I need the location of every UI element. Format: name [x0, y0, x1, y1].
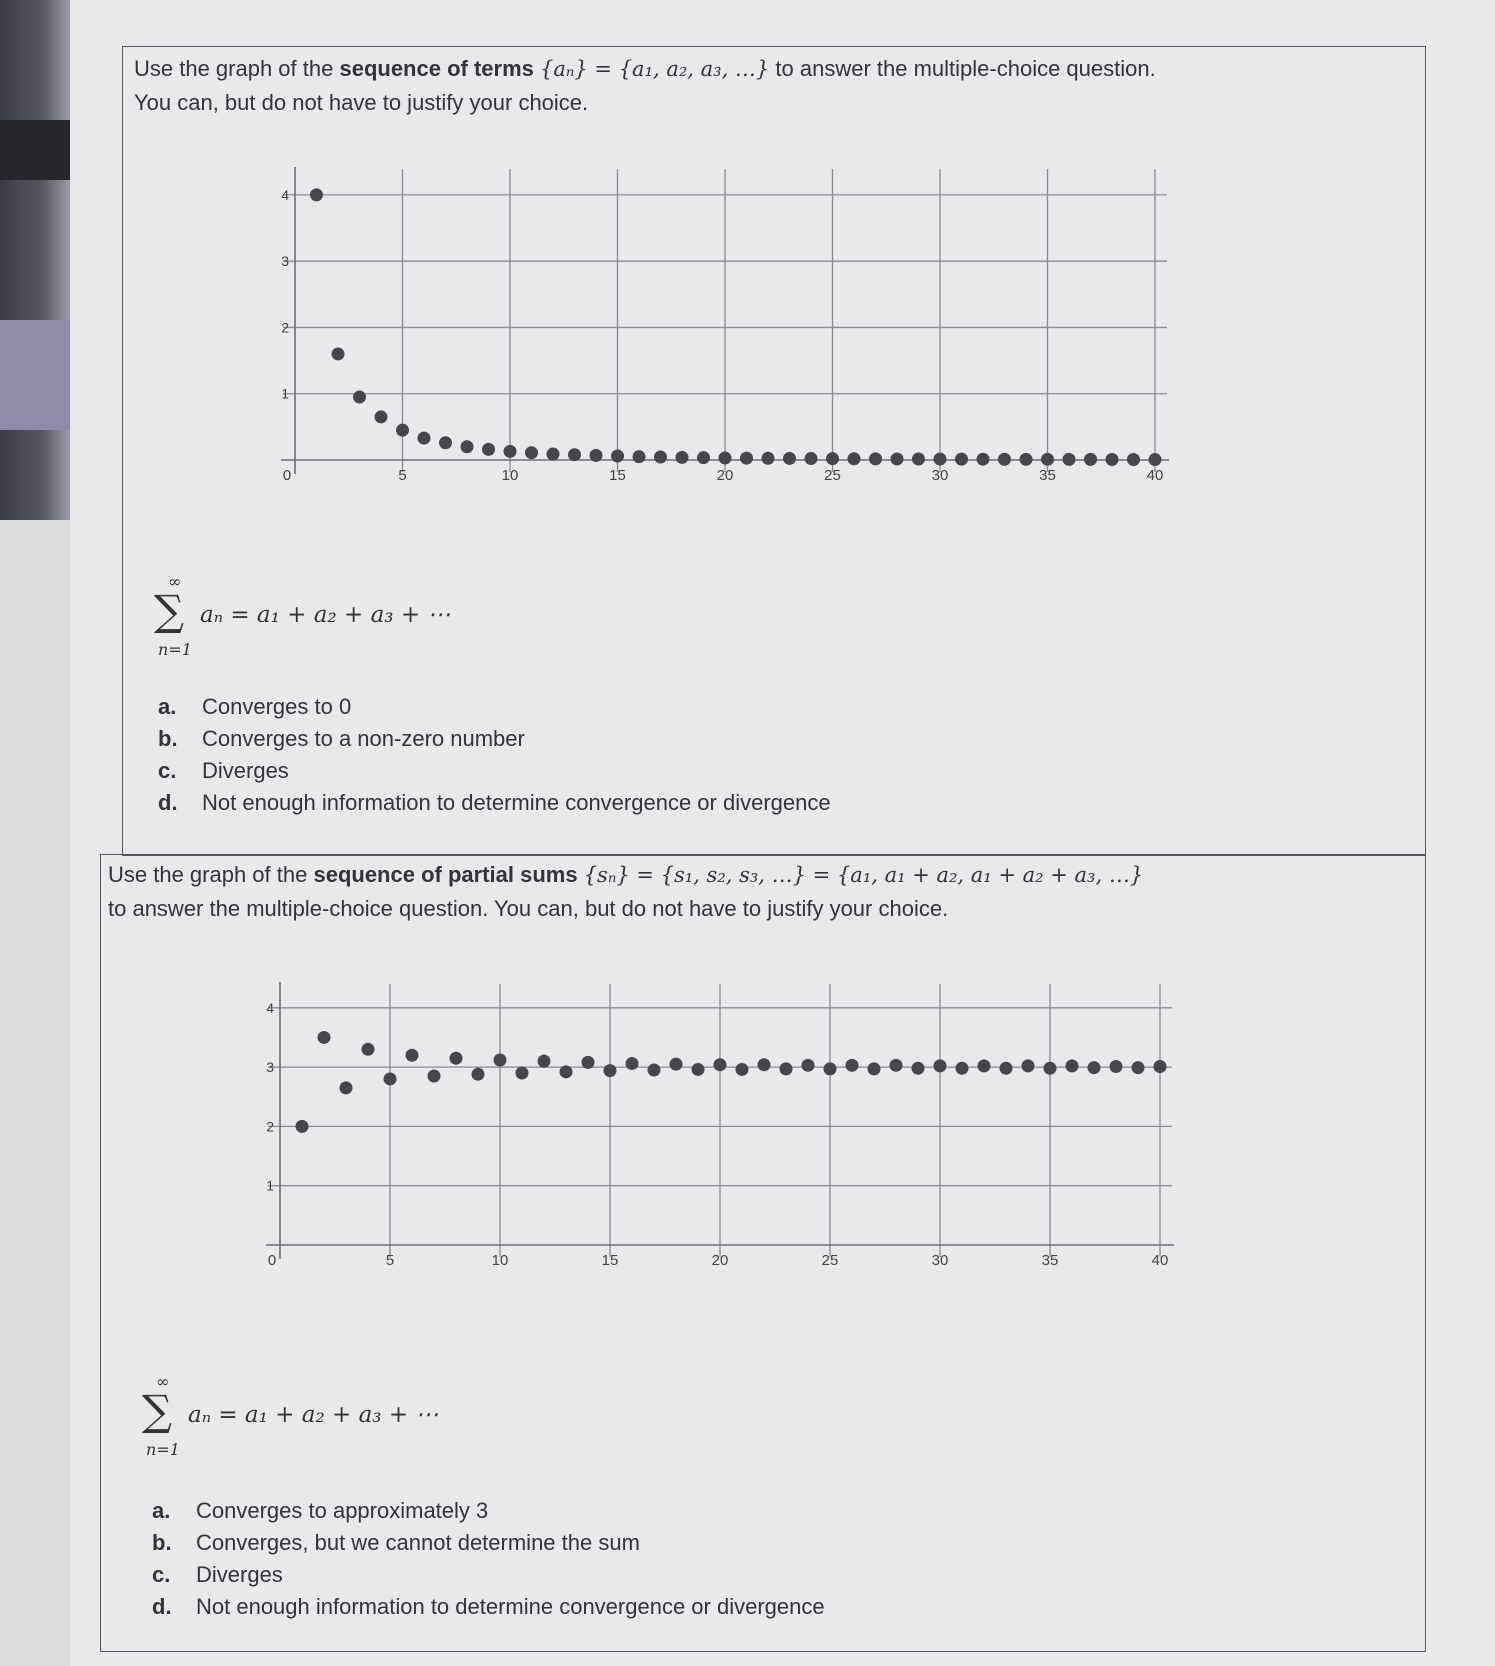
q2-math: {sₙ} = {s₁, s₂, s₃, …} = {a₁, a₁ + a₂, a₁ + a₂ + a₃, …} — [583, 863, 1144, 887]
data-point — [1066, 1059, 1079, 1072]
data-point — [362, 1043, 375, 1056]
data-point — [1063, 453, 1076, 466]
data-point — [568, 448, 581, 461]
data-point — [494, 1053, 507, 1066]
chart-grid — [281, 167, 1169, 484]
q2-prefix: Use the graph of the — [108, 862, 314, 887]
q2-line2: to answer the multiple-choice question. You can, but do not have to justify your choice. — [108, 896, 949, 921]
data-point — [560, 1065, 573, 1078]
series-expression: aₙ = a₁ + a₂ + a₃ + ⋯ — [188, 1402, 439, 1428]
data-point — [1000, 1062, 1013, 1075]
y-tick-label: 3 — [266, 1059, 274, 1076]
data-point — [869, 452, 882, 465]
choice-text: Not enough information to determine convergence or divergence — [202, 790, 831, 815]
y-tick-label: 1 — [266, 1177, 274, 1194]
data-point — [582, 1056, 595, 1069]
data-point — [1041, 453, 1054, 466]
data-point — [516, 1067, 529, 1080]
data-point — [912, 453, 925, 466]
y-tick-label: 2 — [266, 1118, 274, 1135]
choice-text: Converges, but we cannot determine the sum — [196, 1530, 640, 1555]
sigma-symbol: ∑ — [142, 1386, 172, 1435]
series-lower-limit: n=1 — [146, 1440, 180, 1459]
data-point — [418, 432, 431, 445]
data-point — [450, 1052, 463, 1065]
series-upper-limit: ∞ — [156, 1372, 170, 1391]
data-points — [296, 1031, 1167, 1133]
data-point — [525, 446, 538, 459]
choice-letter: d. — [158, 790, 178, 815]
y-tick-label: 3 — [281, 253, 289, 270]
data-point — [783, 452, 796, 465]
data-point — [626, 1057, 639, 1070]
data-point — [912, 1062, 925, 1075]
chart-grid — [266, 982, 1174, 1269]
data-point — [978, 1059, 991, 1072]
data-point — [296, 1120, 309, 1133]
data-point — [890, 1059, 903, 1072]
data-point — [1106, 453, 1119, 466]
data-point — [482, 443, 495, 456]
x-tick-label: 5 — [385, 1252, 395, 1269]
data-point — [692, 1063, 705, 1076]
q1-series — [154, 572, 554, 668]
choice-text: Converges to 0 — [202, 694, 352, 719]
choice-text: Converges to approximately 3 — [196, 1498, 489, 1523]
x-tick-label: 5 — [398, 467, 407, 484]
data-point — [633, 450, 646, 463]
data-point — [1088, 1061, 1101, 1074]
x-tick-label: 30 — [931, 467, 949, 484]
choice-text: Converges to a non-zero number — [202, 726, 525, 751]
partial-sums-chart — [260, 980, 1260, 1350]
data-point — [648, 1064, 661, 1077]
data-point — [654, 451, 667, 464]
data-point — [396, 424, 409, 437]
sequence-terms-chart — [270, 160, 1250, 530]
q2-series — [142, 1372, 542, 1468]
data-point — [780, 1062, 793, 1075]
data-point — [1022, 1059, 1035, 1072]
choice-letter: b. — [152, 1530, 172, 1555]
choice-letter: d. — [152, 1594, 172, 1619]
data-point — [977, 453, 990, 466]
data-point — [611, 450, 624, 463]
data-point — [1084, 453, 1097, 466]
data-point — [736, 1063, 749, 1076]
x-tick-label: 20 — [711, 1252, 729, 1269]
x-tick-label: 0 — [282, 467, 292, 484]
x-tick-label: 40 — [1151, 1252, 1169, 1269]
data-point — [758, 1058, 771, 1071]
choice-letter: b. — [158, 726, 178, 751]
y-tick-label: 1 — [281, 385, 289, 402]
question-2-instructions — [108, 858, 1408, 925]
data-point — [697, 451, 710, 464]
question-1-instructions — [134, 52, 1404, 119]
data-point — [1044, 1062, 1057, 1075]
x-tick-label: 20 — [716, 467, 734, 484]
background-edge — [0, 0, 70, 520]
data-point — [998, 453, 1011, 466]
data-point — [590, 449, 603, 462]
data-point — [824, 1062, 837, 1075]
choice-text: Diverges — [202, 758, 289, 783]
choice-letter: a. — [158, 694, 177, 719]
y-tick-label: 4 — [281, 186, 289, 203]
x-tick-label: 35 — [1041, 1252, 1059, 1269]
data-point — [1127, 453, 1140, 466]
data-point — [891, 452, 904, 465]
background-object — [0, 120, 70, 180]
q1-suffix: to answer the multiple-choice question. — [769, 56, 1156, 81]
data-point — [934, 453, 947, 466]
q1-bold-term: sequence of terms — [339, 56, 534, 81]
x-tick-label: 15 — [609, 467, 626, 484]
data-point — [538, 1055, 551, 1068]
choice-letter: c. — [152, 1562, 171, 1587]
q1-prefix: Use the graph of the — [134, 56, 340, 81]
data-point — [406, 1049, 419, 1062]
data-point — [439, 436, 452, 449]
data-point — [1154, 1060, 1167, 1073]
data-point — [353, 391, 366, 404]
data-point — [955, 453, 968, 466]
y-tick-label: 2 — [281, 319, 289, 336]
choice-letter: c. — [158, 758, 177, 783]
data-point — [1110, 1060, 1123, 1073]
data-point — [956, 1062, 969, 1075]
series-lower-limit: n=1 — [158, 640, 192, 659]
data-point — [340, 1081, 353, 1094]
data-point — [826, 452, 839, 465]
data-point — [740, 452, 753, 465]
data-point — [461, 440, 474, 453]
x-tick-label: 15 — [601, 1252, 619, 1269]
x-tick-label: 0 — [267, 1252, 277, 1269]
data-point — [318, 1031, 331, 1044]
data-point — [848, 452, 861, 465]
x-tick-label: 30 — [931, 1252, 949, 1269]
data-point — [868, 1062, 881, 1075]
series-upper-limit: ∞ — [168, 572, 182, 591]
data-point — [1132, 1061, 1145, 1074]
x-tick-label: 25 — [824, 467, 841, 484]
data-point — [802, 1059, 815, 1072]
choice-text: Diverges — [196, 1562, 283, 1587]
choice-letter: a. — [152, 1498, 171, 1523]
data-point — [375, 410, 388, 423]
y-tick-label: 4 — [266, 999, 274, 1016]
sigma-symbol: ∑ — [154, 586, 184, 635]
data-point — [604, 1064, 617, 1077]
series-expression: aₙ = a₁ + a₂ + a₃ + ⋯ — [200, 602, 451, 628]
x-tick-label: 10 — [501, 467, 519, 484]
data-point — [472, 1068, 485, 1081]
data-point — [428, 1069, 441, 1082]
choice-text: Not enough information to determine convergence or divergence — [196, 1594, 825, 1619]
data-point — [805, 452, 818, 465]
data-point — [762, 452, 775, 465]
data-point — [384, 1072, 397, 1085]
data-point — [1020, 453, 1033, 466]
data-point — [504, 445, 517, 458]
x-tick-label: 10 — [491, 1252, 509, 1269]
data-point — [846, 1059, 859, 1072]
x-tick-label: 35 — [1039, 467, 1056, 484]
data-point — [719, 452, 732, 465]
x-tick-label: 40 — [1146, 467, 1164, 484]
x-tick-label: 25 — [821, 1252, 839, 1269]
data-point — [310, 188, 323, 201]
q1-math: {aₙ} = {a₁, a₂, a₃, …} — [540, 57, 770, 81]
data-point — [714, 1058, 727, 1071]
data-point — [547, 448, 560, 461]
data-point — [676, 451, 689, 464]
data-point — [934, 1059, 947, 1072]
background-object — [0, 320, 70, 430]
data-point — [332, 347, 345, 360]
data-point — [670, 1058, 683, 1071]
q2-bold-term: sequence of partial sums — [313, 862, 578, 887]
data-point — [1149, 453, 1162, 466]
q1-line2: You can, but do not have to justify your choice. — [134, 90, 589, 115]
